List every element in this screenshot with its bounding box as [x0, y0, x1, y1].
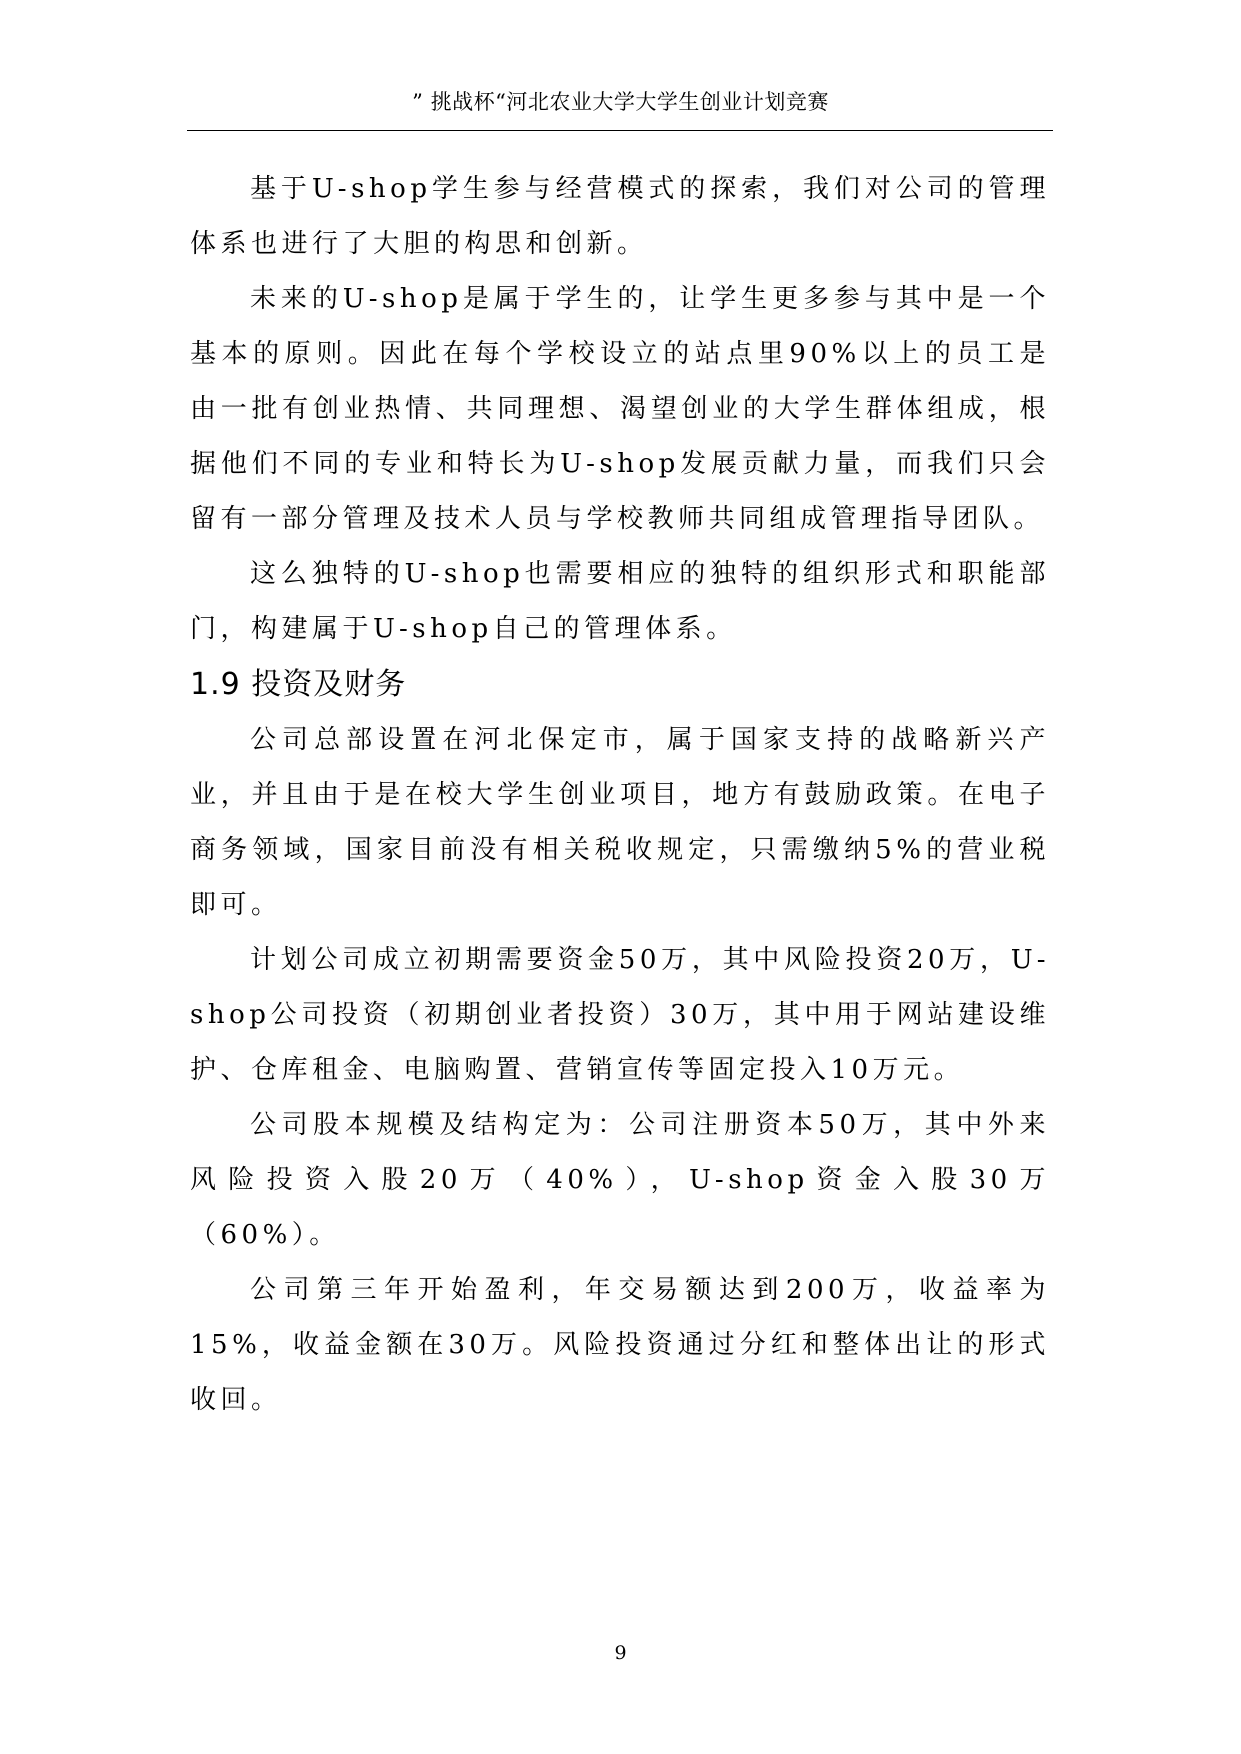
running-header: ” 挑战杯“河北农业大学大学生创业计划竞赛 [412, 90, 829, 114]
paragraph: 公司股本规模及结构定为：公司注册资本50万，其中外来风险投资入股20万（40%），U-shop资金入股30万（60%）。 [190, 1110, 1050, 1250]
header-divider [187, 130, 1053, 131]
paragraph: 公司总部设置在河北保定市，属于国家支持的战略新兴产业，并且由于是在校大学生创业项目，地方有鼓励政策。在电子商务领域，国家目前没有相关税收规定，只需缴纳5%的营业税即可。 [190, 725, 1050, 920]
paragraph: 基于U-shop学生参与经营模式的探索，我们对公司的管理体系也进行了大胆的构思和创新。 [190, 174, 1050, 259]
paragraph: 计划公司成立初期需要资金50万，其中风险投资20万，U-shop公司投资（初期创业者投资）30万，其中用于网站建设维护、仓库租金、电脑购置、营销宣传等固定投入10万元。 [190, 945, 1050, 1085]
paragraph: 公司第三年开始盈利，年交易额达到200万，收益率为15%，收益金额在30万。风险投资通过分红和整体出让的形式收回。 [190, 1275, 1050, 1415]
body-text [190, 162, 1050, 1428]
paragraph: 未来的U-shop是属于学生的，让学生更多参与其中是一个基本的原则。因此在每个学校设立的站点里90%以上的员工是由一批有创业热情、共同理想、渴望创业的大学生群体组成，根据他们不同的专业和特长为U-shop发展贡献力量，而我们只会留有一部分管理及技术人员与学校教师共同组成管理指导团队。 [190, 284, 1050, 534]
paragraph: 这么独特的U-shop也需要相应的独特的组织形式和职能部门，构建属于U-shop自己的管理体系。 [190, 559, 1050, 644]
page-number: 9 [614, 1642, 627, 1664]
section-heading: 1.9 投资及财务 [190, 667, 407, 702]
